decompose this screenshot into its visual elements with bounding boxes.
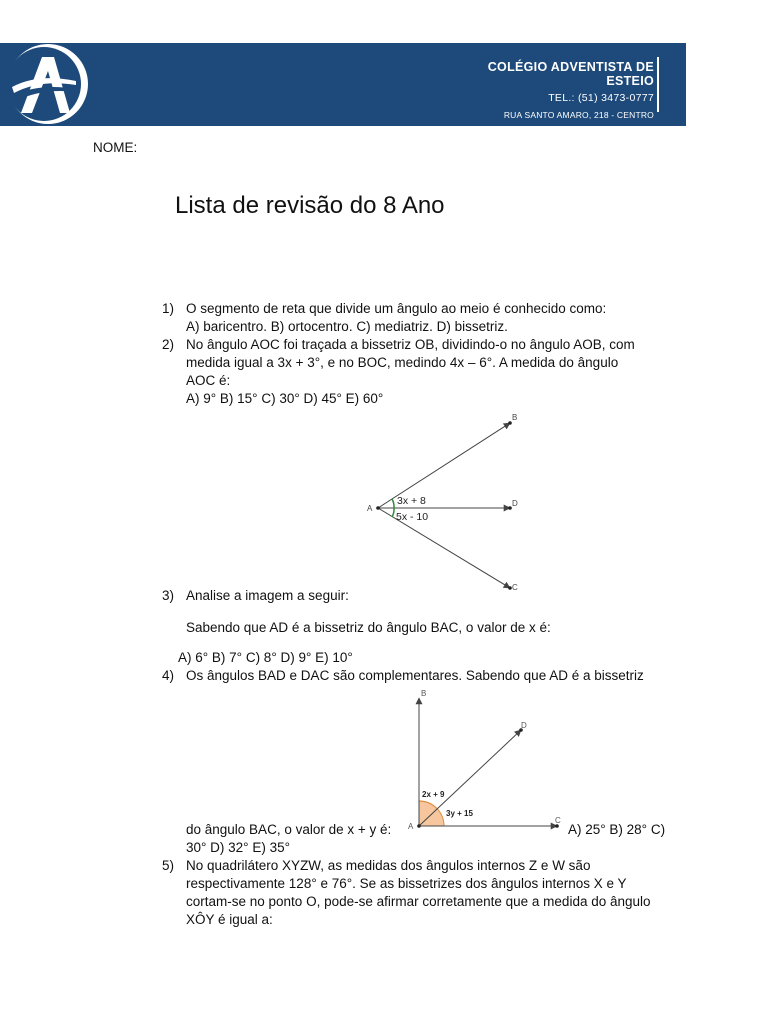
angle-label-upper: 2x + 9 [422, 790, 445, 799]
angle-label-lower: 3y + 15 [446, 809, 473, 818]
question-4-options-part-1: A) 25° B) 28° C) [568, 822, 666, 837]
question-2-number: 2) [162, 337, 175, 352]
school-logo [4, 43, 94, 126]
school-phone: TEL.: (51) 3473-0777 [548, 92, 654, 104]
question-5-line-4: XÔY é igual a: [186, 912, 273, 927]
name-label: NOME: [93, 140, 138, 155]
question-4-line-1: Os ângulos BAD e DAC são complementares. Sabendo que AD é a bissetriz [186, 668, 644, 683]
question-5-number: 5) [162, 858, 175, 873]
angle-label-lower: 5x - 10 [396, 511, 429, 523]
question-4-line-2: do ângulo BAC, o valor de x + y é: [186, 822, 392, 837]
question-2-options: A) 9° B) 15° C) 30° D) 45° E) 60° [186, 391, 384, 406]
question-2-line-1: No ângulo AOC foi traçada a bissetriz OB, dividindo-o no ângulo AOB, com [186, 337, 635, 352]
question-2-line-2: medida igual a 3x + 3°, e no BOC, medindo 4x – 6°. A medida do ângulo [186, 355, 619, 370]
label-a: A [367, 504, 373, 513]
header-divider [657, 57, 659, 112]
question-3-options: A) 6° B) 7° C) 8° D) 9° E) 10° [178, 650, 353, 665]
label-c: C [555, 816, 561, 825]
question-2-line-3: AOC é: [186, 373, 231, 388]
question-4-number: 4) [162, 668, 175, 683]
angle-arc-upper [392, 499, 394, 508]
label-b: B [512, 413, 518, 422]
angle-arc-lower [392, 508, 394, 517]
angle-label-upper: 3x + 8 [397, 495, 426, 507]
page-title: Lista de revisão do 8 Ano [175, 192, 445, 219]
logo-icon [4, 43, 94, 126]
point-a [417, 824, 421, 828]
label-a: A [408, 822, 414, 831]
label-c: C [512, 583, 518, 592]
question-5-line-1: No quadrilátero XYZW, as medidas dos ângulos internos Z e W são [186, 858, 591, 873]
question-3-line-2: Sabendo que AD é a bissetriz do ângulo BAC, o valor de x é: [186, 620, 551, 635]
school-address: RUA SANTO AMARO, 218 - CENTRO [503, 110, 654, 120]
school-name: COLÉGIO ADVENTISTA DE ESTEIO [487, 60, 654, 88]
label-d: D [512, 499, 518, 508]
question-3-number: 3) [162, 588, 175, 603]
figure-angle-bisector-1 [360, 410, 530, 595]
question-5-line-3: cortam-se no ponto O, pode-se afirmar corretamente que a medida do ângulo [186, 894, 651, 909]
label-d: D [521, 721, 527, 730]
question-1-text: O segmento de reta que divide um ângulo ao meio é conhecido como: [186, 301, 607, 316]
label-b: B [421, 689, 427, 698]
school-info [442, 60, 654, 120]
figure-angle-bisector-2 [400, 686, 570, 836]
question-1-options: A) baricentro. B) ortocentro. C) mediatriz. D) bissetriz. [186, 319, 508, 334]
question-3-line-1: Analise a imagem a seguir: [186, 588, 349, 603]
question-1-number: 1) [162, 301, 175, 316]
question-5-line-2: respectivamente 128° e 76°. Se as bissetrizes dos ângulos internos X e Y [186, 876, 627, 891]
point-a [376, 506, 380, 510]
header-banner [0, 43, 686, 126]
question-4-options-part-2: 30° D) 32° E) 35° [186, 840, 290, 855]
